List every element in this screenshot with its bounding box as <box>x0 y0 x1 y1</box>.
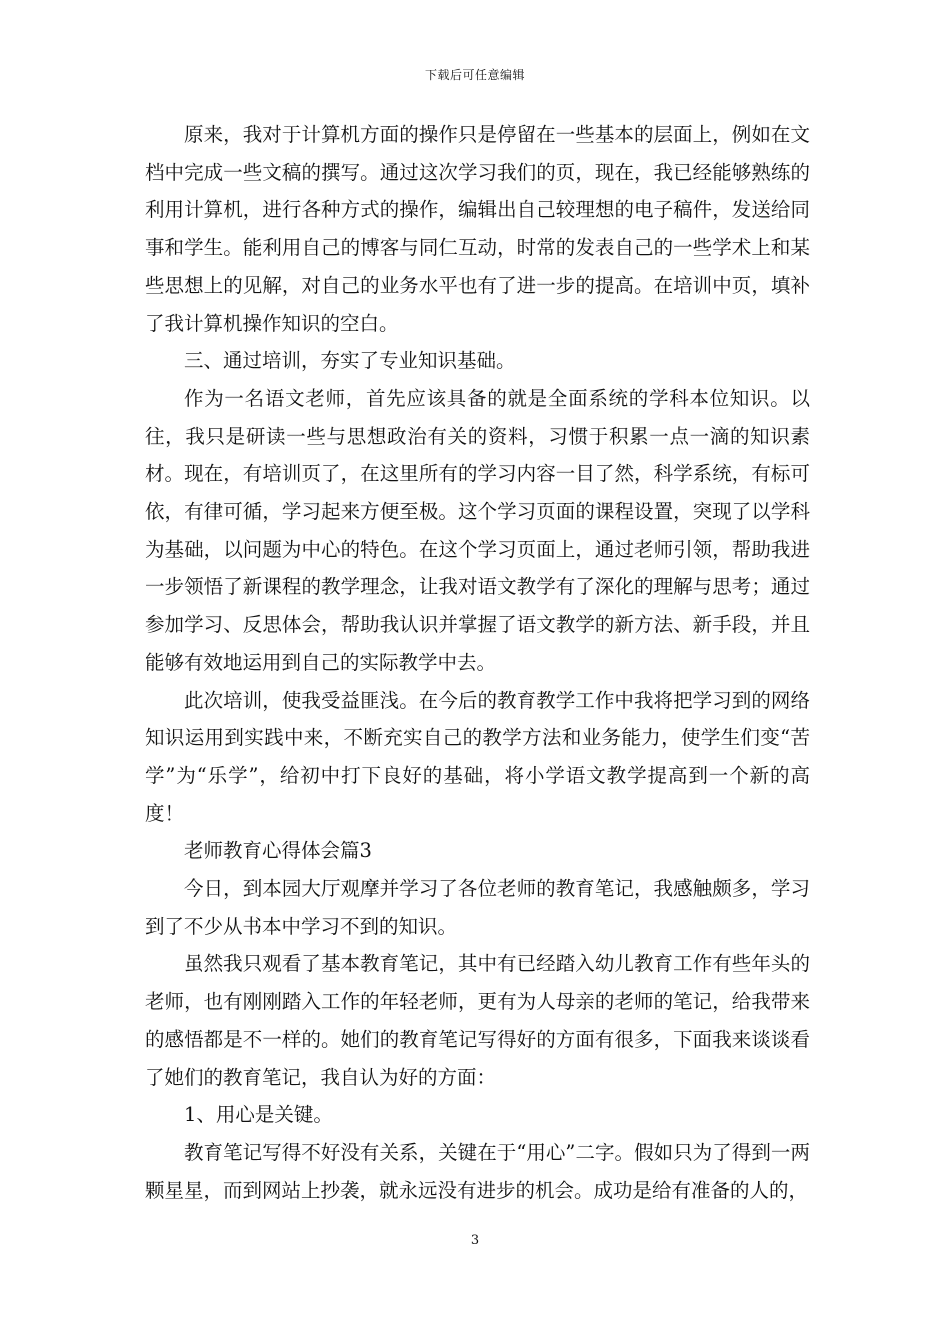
article-title: 老师教育心得体会篇3 <box>184 839 372 863</box>
paragraph: 此次培训，使我受益匪浅。在今后的教育教学工作中我将把学习到的网络知识运用到实践中来，不断充实自己的教学方法和业务能力，使学生们变“苦学”为“乐学”，给初中打下良好的基础，将小学语文教学提高到一个新的高度！ <box>145 688 810 825</box>
paragraph: 虽然我只观看了基本教育笔记，其中有已经踏入幼儿教育工作有些年头的老师，也有刚刚踏入工作的年轻老师，更有为人母亲的老师的笔记，给我带来的感悟都是不一样的。她们的教育笔记写得好的方面有很多，下面我来谈谈看了她们的教育笔记，我自认为好的方面： <box>145 952 810 1089</box>
paragraph: 教育笔记写得不好没有关系，关键在于“用心”二字。假如只为了得到一两颗星星，而到网站上抄袭，就永远没有进步的机会。成功是给有准备的人的， <box>145 1140 810 1202</box>
section-heading: 三、通过培训，夯实了专业知识基础。 <box>184 349 516 373</box>
list-heading: 1、用心是关键。 <box>184 1103 333 1127</box>
paragraph: 今日，到本园大厅观摩并学习了各位老师的教育笔记，我感触颇多，学习到了不少从书本中学习不到的知识。 <box>145 877 810 938</box>
paragraph: 作为一名语文老师，首先应该具备的就是全面系统的学科本位知识。以往，我只是研读一些与思想政治有关的资料，习惯于积累一点一滴的知识素材。现在，有培训页了，在这里所有的学习内容一目了然，科学系统，有标可依，有律可循，学习起来方便至极。这个学习页面的课程设置，突现了以学科为基础，以问题为中心的特色。在这个学习页面上，通过老师引领，帮助我进一步领悟了新课程的教学理念，让我对语文教学有了深化的理解与思考；通过参加学习、反思体会，帮助我认识并掌握了语文教学的新方法、新手段，并且能够有效地运用到自己的实际教学中去。 <box>145 386 810 674</box>
page-number: 3 <box>470 1233 480 1248</box>
document-body <box>145 116 810 1209</box>
page-header: 下载后可任意编辑 <box>424 68 525 82</box>
paragraph: 原来，我对于计算机方面的操作只是停留在一些基本的层面上，例如在文档中完成一些文稿的撰写。通过这次学习我们的页，现在，我已经能够熟练的利用计算机，进行各种方式的操作，编辑出自己较理想的电子稿件，发送给同事和学生。能利用自己的博客与同仁互动，时常的发表自己的一些学术上和某些思想上的见解，对自己的业务水平也有了进一步的提高。在培训中页，填补了我计算机操作知识的空白。 <box>145 123 810 335</box>
